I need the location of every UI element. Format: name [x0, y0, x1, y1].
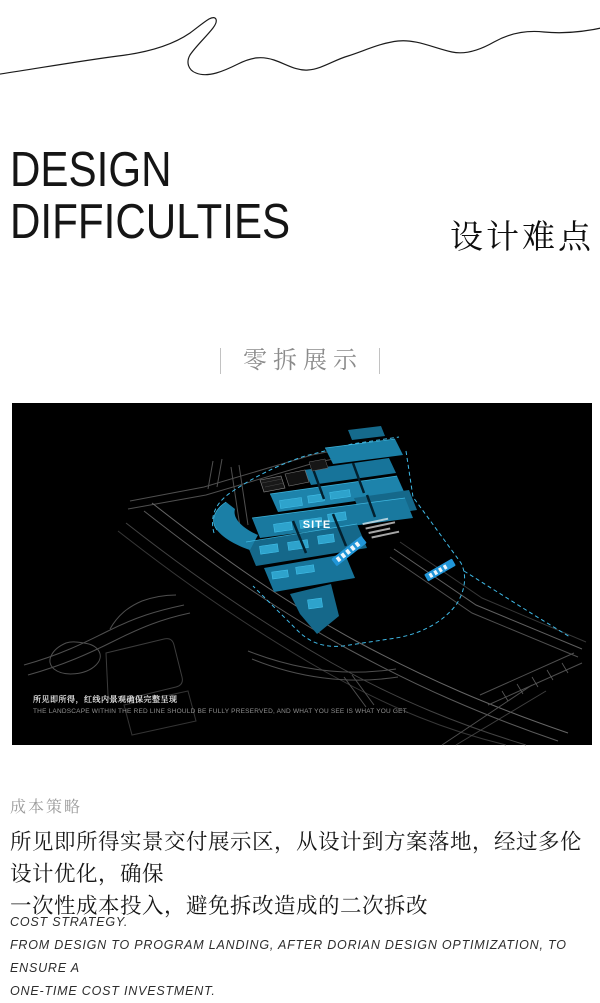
- page-title-line-2: DIFFICULTIES: [10, 195, 291, 249]
- cost-section-label: 成本策略: [10, 799, 83, 816]
- cost-english-line-3: ONE-TIME COST INVESTMENT.: [10, 984, 216, 998]
- cost-body-line-1: 所见即所得实景交付展示区，从设计到方案落地，经过多伦设计优化，确保: [10, 830, 583, 886]
- wavy-line-decoration-icon: [0, 0, 600, 110]
- page-title-line-1: DESIGN: [10, 143, 172, 197]
- figure-caption-chinese: 所见即所得，红线内景观确保完整呈现: [33, 695, 178, 704]
- figure-caption: [33, 695, 408, 716]
- page-title: [10, 144, 290, 248]
- cost-english-line-1: COST STRATEGY.: [10, 915, 129, 929]
- cost-body-text: [10, 826, 596, 922]
- divider-bar-right: [379, 348, 380, 374]
- cost-english-line-2: FROM DESIGN TO PROGRAM LANDING, AFTER DORIAN DESIGN OPTIMIZATION, TO ENSURE A: [10, 938, 567, 975]
- site-plan-rendering: [12, 403, 592, 745]
- section-divider: [0, 348, 600, 374]
- site-label: SITE: [302, 519, 332, 531]
- divider-bar-left: [220, 348, 221, 374]
- figure-caption-english: THE LANDSCAPE WITHIN THE RED LINE SHOULD BE FULLY PRESERVED, AND WHAT YOU SEE IS WHAT YOU GET.: [33, 708, 409, 715]
- divider-label: 零拆展示: [243, 347, 363, 374]
- site-plan-figure: [12, 403, 592, 745]
- cost-body-line-2: 一次性成本投入，避免拆改造成的二次拆改: [10, 894, 429, 918]
- cost-english-text: [10, 911, 600, 1003]
- page-title-chinese: 设计难点: [450, 218, 594, 255]
